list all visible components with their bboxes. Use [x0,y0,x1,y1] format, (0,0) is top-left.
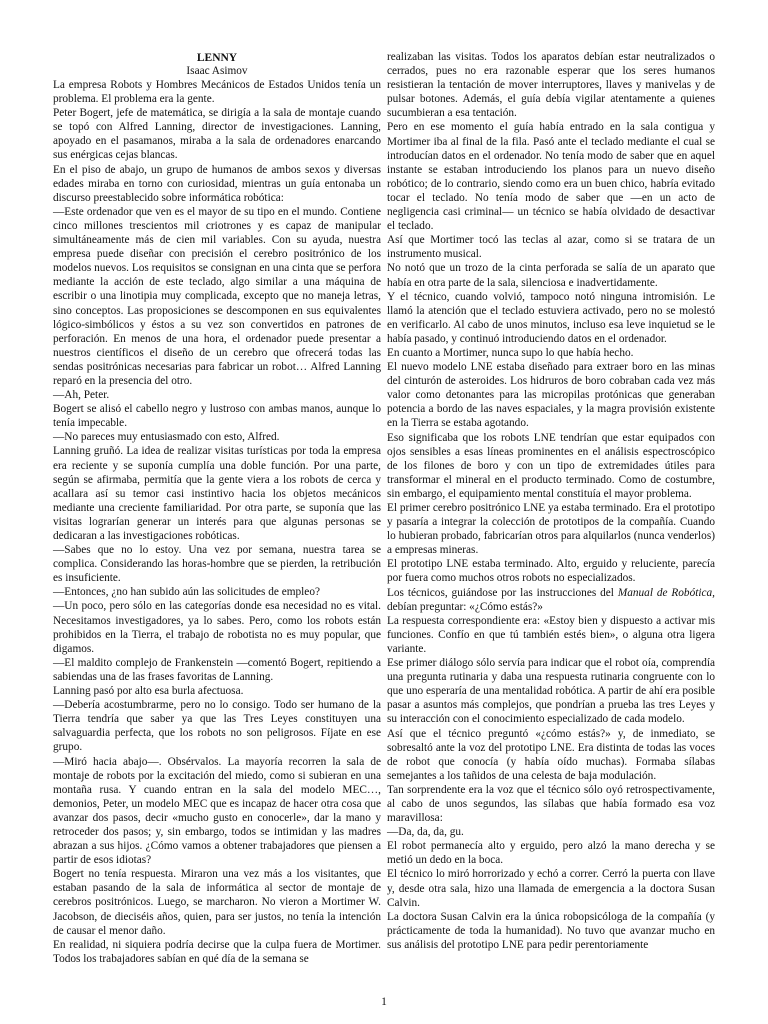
paragraph: Y el técnico, cuando volvió, tampoco notó ninguna intromisión. Le llamó la atención que el teclado estuviera activado, pero no se molestó en verificarlo. Al cabo de unos minutos, incluso esa leve inquietud se le había pasado, y continuó introduciendo datos en el ordenador. [387,290,715,345]
paragraph: En realidad, ni siquiera podría decirse que la culpa fuera de Mortimer. Todos los trabajadores sabían en qué día de la semana se [53,938,381,965]
paragraph: Así que Mortimer tocó las teclas al azar, como si se tratara de un instrumento musical. [387,234,715,261]
paragraph: El técnico lo miró horrorizado y echó a correr. Cerró la puerta con llave y, desde otra sala, hizo una llamada de emergencia a la doctora Susan Calvin. [387,868,715,909]
story-author: Isaac Asimov [186,65,248,77]
paragraph: La doctora Susan Calvin era la única robopsicóloga de la compañía (y prácticamente de toda la humanidad). No tuvo que avanzar mucho en sus análisis del prototipo LNE para pedir perentoriamente [387,910,715,951]
paragraph: —Entonces, ¿no han subido aún las solicitudes de empleo? [53,586,320,599]
paragraph: —Ah, Peter. [53,389,110,402]
paragraph [387,586,715,614]
inline-text: Los técnicos, guiándose por las instrucciones del [387,586,618,599]
paragraph: realizaban las visitas. Todos los aparatos debían estar neutralizados o cerrados, pues no era razonable esperar que los seres humanos resistieran la tentación de mover interruptores, llaves y manivelas y de pulsar botones. Además, el guía debía vigilar atentamente a quienes sucumbieran a esa tentación. [387,51,715,120]
story-title: LENNY [196,52,238,64]
paragraph: El robot permanecía alto y erguido, pero alzó la mano derecha y se metió un dedo en la boca. [387,840,715,867]
paragraph: Lanning pasó por alto esa burla afectuosa. [53,685,244,698]
paragraph: Bogert no tenía respuesta. Miraron una vez más a los visitantes, que estaban pasando de la sala de informática al sector de montaje de cerebros positrónicos. Luego, se marcharon. No vieron a Mortimer W. Jacobson, de dieciséis años, quien, para ser justos, no tenía la intención de causar el menor daño. [53,868,381,937]
paragraph: Peter Bogert, jefe de matemática, se dirigía a la sala de montaje cuando se topó con Alfred Lanning, director de investigaciones. Lanning, apoyado en el pasamanos, miraba a la sala de ordenadores enarcando sus enérgicas cejas blancas. [53,107,381,162]
paragraph: —Sabes que no lo estoy. Una vez por semana, nuestra tarea se complica. Considerando las horas-hombre que se pierden, la retribución es insuficiente. [53,544,381,585]
paragraph: El prototipo LNE estaba terminado. Alto, erguido y reluciente, parecía por fuera como muchos otros robots no especializados. [387,558,715,585]
paragraph: Bogert se alisó el cabello negro y lustroso con ambas manos, aunque lo tenía impecable. [53,403,381,430]
paragraph: —Este ordenador que ven es el mayor de su tipo en el mundo. Contiene cinco millones trescientos mil criotrones y es capaz de manipular simultáneamente más de cien mil variables. Con su ayuda, nuestra empresa puede diseñar con precisión el cerebro positrónico de los modelos nuevos. Los requisitos se consignan en una cinta que se perfora mediante la acción de este teclado, algo similar a una máquina de escribir o una linotipia muy complicada, excepto que no maneja letras, sino conceptos. Las proposiciones se descomponen en sus equivalentes lógico-simbólicos y éstos a su vez son convertidos en patrones de perforación. En menos de una hora, el ordenador puede presentar a nuestros científicos el diseño de un cerebro que ofrecerá todas las sendas positrónicas necesarias para fabricar un robot… Alfred Lanning reparó en la presencia del otro. [53,205,381,387]
paragraph: En cuanto a Mortimer, nunca supo lo que había hecho. [387,346,634,359]
left-column [53,52,381,966]
paragraph: —Miró hacia abajo—. Obsérvalos. La mayoría recorren la sala de montaje de robots por la excitación del miedo, como si subieran en una montaña rusa. Y cuando entran en la sala del modelo MEC…, demonios, Peter, un modelo MEC que es incapaz de hacer otra cosa que avanzar dos pasos, decir «mucho gusto en conocerle», dar la mano y retroceder dos pasos; y, sin embargo, todos se intimidan y las madres abrazan a sus hijos. ¿Cómo vamos a obtener trabajadores que piensen a partir de esos idiotas? [53,755,381,867]
paragraph: Lanning gruñó. La idea de realizar visitas turísticas por toda la empresa era reciente y se suponía cumplía una doble función. Por una parte, según se afirmaba, permitía que la gente viera a los robots de cerca y acallara así su temor casi instintivo hacia los objetos mecánicos mediante una creciente familiaridad. Por otra parte, se suponía que las visitas lograrían generar un interés para que algunas personas se dedicaran a las investigaciones robóticas. [53,445,381,542]
paragraph: —El maldito complejo de Frankenstein —comentó Bogert, repitiendo a sabiendas una de las frases favoritas de Lanning. [53,656,381,683]
paragraph: El nuevo modelo LNE estaba diseñado para extraer boro en las minas del cinturón de asteroides. Los hidruros de boro cobraban cada vez más valor como detonantes para las micropilas protónicas que generaban potencia a bordo de las naves espaciales, y la magra provisión existente en la Tierra se estaba agotando. [387,361,715,430]
paragraph: Así que el técnico preguntó «¿cómo estás?» y, de inmediato, se sobresaltó ante la voz del prototipo LNE. Era distinta de todas las voces de robot que conocía (y había oído muchas). Formaba sílabas semejantes a los tañidos de una celesta de baja modulación. [387,727,715,782]
paragraph: En el piso de abajo, un grupo de humanos de ambos sexos y diversas edades miraba en torno con curiosidad, mientras un guía entonaba un discurso preestablecido sobre informática robótica: [53,163,381,204]
paragraph: La empresa Robots y Hombres Mecánicos de Estados Unidos tenía un problema. El problema era la gente. [53,79,381,106]
paragraph: —Un poco, pero sólo en las categorías donde esa necesidad no es vital. Necesitamos investigadores, ya lo sabes. Pero, como los robots están prohibidos en la Tierra, el trabajo de robotista no es muy popular, que digamos. [53,600,381,655]
paragraph: El primer cerebro positrónico LNE ya estaba terminado. Era el prototipo y pasaría a integrar la colección de prototipos de la compañía. Cuando lo hubieran probado, fabricarían otros para alquilarlos (nunca venderlos) a empresas mineras. [387,502,715,557]
inline-text: debían preguntar: «¿Cómo estás?» [387,600,543,613]
paragraph: Eso significaba que los robots LNE tendrían que estar equipados con ojos sensibles a esas líneas prominentes en el análisis espectroscópico de los filones de boro y con un tipo de extremidades útiles para transformar el mineral en el producto terminado. Como de costumbre, sin embargo, el equipamiento mental constituía el mayor problema. [387,431,715,500]
right-column [387,50,715,952]
paragraph: Pero en ese momento el guía había entrado en la sala contigua y Mortimer iba al final de la fila. Pasó ante el teclado mediante el cual se introducían datos en el ordenador. No tenía modo de saber que en aquel instante se estaban introduciendo los planos para un nuevo diseño robótico; de lo contrario, siendo como era un buen chico, habría evitado tocar el teclado. No tenía modo de saber que —en un acto de negligencia casi criminal— un técnico se había olvidado de desactivar el teclado. [387,121,715,233]
page-number: 1 [381,996,387,1008]
book-title: Manual de Robótica, [617,586,715,599]
paragraph: No notó que un trozo de la cinta perforada se salía de un aparato que había en otra parte de la sala, silenciosa e inadvertidamente. [387,262,715,289]
paragraph: —Debería acostumbrarme, pero no lo consigo. Todo ser humano de la Tierra tendría que saber ya que las Tres Leyes constituyen una salvaguardia perfecta, que los robots no son peligrosos. Fíjate en ese grupo. [53,699,381,754]
paragraph: —No pareces muy entusiasmado con esto, Alfred. [53,431,280,444]
paragraph: Ese primer diálogo sólo servía para indicar que el robot oía, comprendía una pregunta rutinaria y daba una respuesta rutinaria congruente con lo que uno esperaría de una mentalidad robótica. A partir de ahí era posible pasar a asuntos más complejos, que pondrían a prueba las tres Leyes y su interacción con el conocimiento especializado de cada modelo. [387,657,715,726]
paragraph: —Da, da, da, gu. [387,826,464,839]
paragraph: Tan sorprendente era la voz que el técnico sólo oyó retrospectivamente, al cabo de unos segundos, las sílabas que había formado esa voz maravillosa: [387,783,715,825]
paragraph: La respuesta correspondiente era: «Estoy bien y dispuesto a activar mis funciones. Confío en que tú también estés bien», o alguna otra ligera variante. [387,614,715,655]
